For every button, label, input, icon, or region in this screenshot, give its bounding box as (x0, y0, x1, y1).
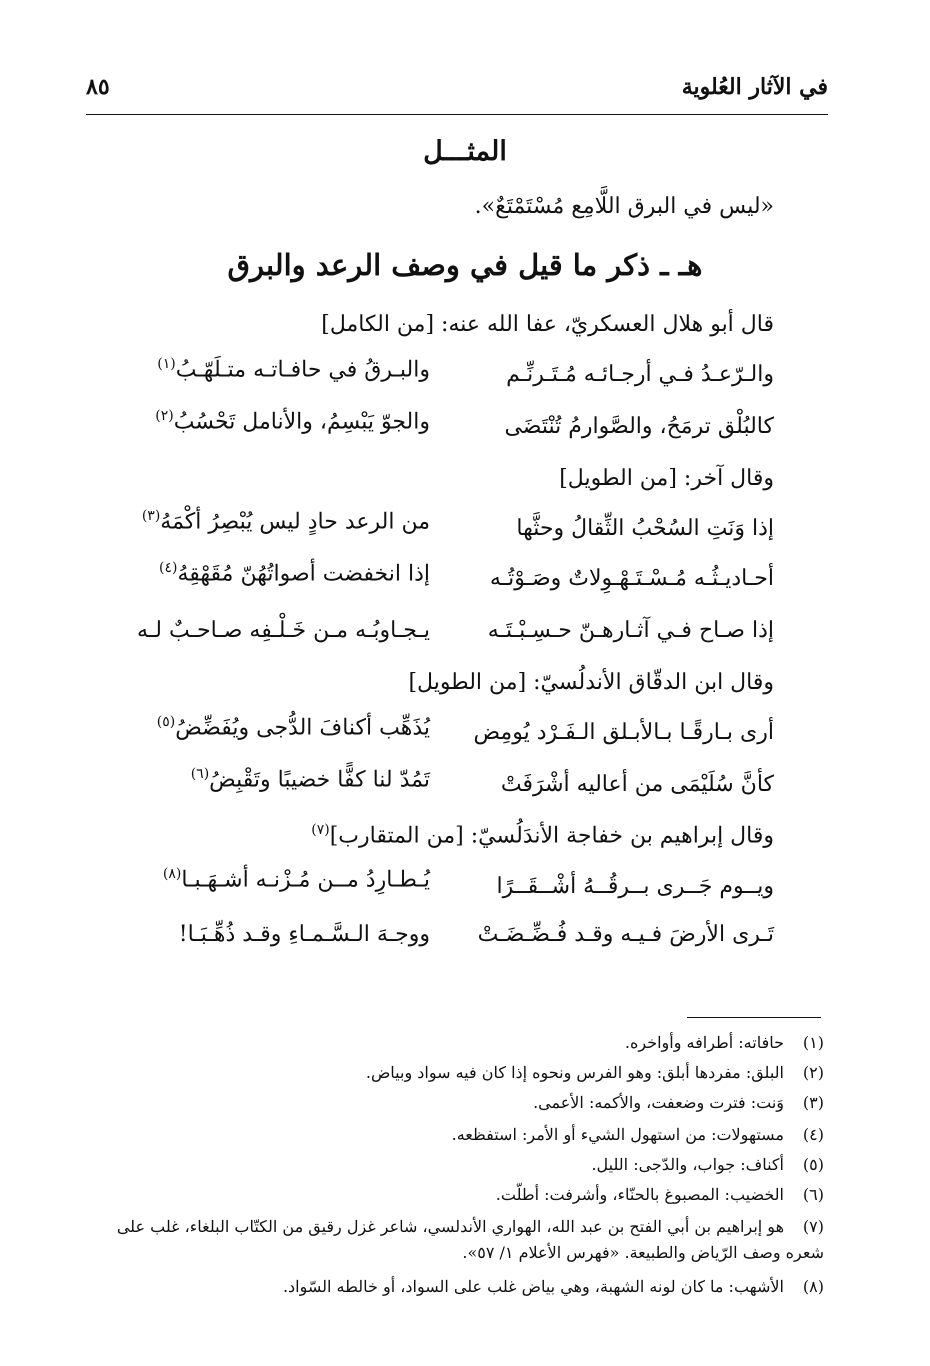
verse-text: يُذَهِّب أكنافَ الدُّجى ويُفَضِّضُ (175, 715, 430, 741)
footnote-number: (٨) (802, 1277, 824, 1296)
footnote-number: (٧) (802, 1217, 824, 1236)
footnote-text: البلق: مفردها أبلق: وهو الفرس ونحوه إذا كان فيه سواد وبياض. (365, 1063, 784, 1082)
verse-second-hemistich (157, 356, 430, 382)
verse-second-hemistich (137, 618, 430, 643)
header-rule (86, 114, 828, 115)
page-number: ٨٥ (86, 74, 110, 100)
verse-second-hemistich (163, 866, 430, 892)
footnote-number: (٤) (802, 1125, 824, 1144)
footnote-ref: (٣) (141, 508, 161, 524)
footnote-ref: (٤) (159, 560, 178, 576)
verse-text: يُـطـارِدُ مــن مُـزْنـه أشـهَـبـا (181, 867, 430, 893)
footnote-text: الأشهب: ما كان لونه الشهبة، وهي بياض غلب على السواد، أو خالطه السّواد. (282, 1277, 784, 1296)
verse-second-hemistich (157, 714, 430, 740)
verse-second-hemistich (159, 560, 430, 586)
proverb: «ليس في البرق اللَّامِع مُسْتَمْتَعٌ». (474, 194, 774, 219)
footnote-text: أكناف: جواب، والدّجى: الليل. (591, 1155, 784, 1174)
footnote-ref: (١) (157, 356, 176, 372)
verse-first-hemistich: كالبُلْق ترمَحُ، والصَّوارمُ تُنْتَضَى (504, 414, 774, 439)
verse-first-hemistich: ويــوم جَــرى بــرقُــهُ أشْــقَــرًا (496, 874, 774, 899)
footnote-number: (٢) (802, 1063, 824, 1082)
footnote-text: هو إبراهيم بن أبي الفتح بن عبد الله، الهواري الأندلسي، شاعر غزل رقيق من الكتّاب البلغاء، غلب على شعره وصف الرّياض والطبيعة. «فهرس الأعلام ١/ ٥٧». (116, 1217, 824, 1262)
verse-first-hemistich: والـرّعـدُ فـي أرجـائـه مُـتَـرنِّـم (506, 362, 774, 387)
footnote (86, 1122, 824, 1148)
footnote-separator (687, 1017, 821, 1018)
verse-second-hemistich (155, 408, 430, 434)
footnote-text: مستهولات: من استهول الشيء أو الأمر: استفظعه. (451, 1125, 784, 1144)
section-title: المثـــل (423, 136, 507, 167)
verse-intro: وقال آخر: [من الطويل] (559, 466, 774, 491)
verse-first-hemistich: إذا وَنَتِ السُحْبُ الثِّقالُ وحثَّها (516, 516, 774, 541)
verse-second-hemistich (179, 922, 430, 947)
verse-text: والبـرقُ في حافـاتـه متـلَهّـبُ (175, 357, 430, 383)
header-title: في الآثار العُلوية (681, 74, 828, 100)
verse-second-hemistich (191, 766, 430, 792)
footnote-ref: (٢) (155, 408, 174, 424)
footnote (86, 1182, 824, 1208)
verse-second-hemistich (142, 508, 430, 534)
footnote-number: (٦) (802, 1185, 824, 1204)
footnote-number: (١) (802, 1033, 824, 1052)
verse-text: والجوّ يَبْسِمُ، والأنامل تَحْسُبُ (173, 409, 430, 435)
footnote-ref: (٥) (156, 714, 176, 730)
verse-first-hemistich: كأنَّ سُلَيْمَى من أعاليه أشْرَفَتْ (500, 772, 774, 797)
footnote-number: (٥) (802, 1155, 824, 1174)
verse-first-hemistich: إذا صـاح فـي آثـارهـنّ حـسِـبْـتَـه (487, 618, 774, 643)
verse-text: يـجـاوبُـه مـن خَـلْـفِه صـاحـبٌ لـه (137, 618, 430, 643)
footnote-text: حافاته: أطرافه وأواخره. (624, 1033, 784, 1052)
footnote-text: وَنت: فترت وضعفت، والأكمه: الأعمى. (533, 1093, 784, 1112)
verse-first-hemistich: تَـرى الأرضَ فـيـه وقـد فُـضِّـضَـتْ (477, 922, 774, 947)
footnote-ref: (٨) (162, 866, 182, 882)
running-header (86, 66, 828, 112)
footnote (86, 1030, 824, 1056)
verse-first-hemistich: أرى بـارقًـا بـالأبـلق الـفَـرْد يُومِض (473, 720, 774, 745)
verse-text: تَمُدّ لنا كفًّا خضيبًا وتَقْبِضُ (209, 767, 430, 793)
verse-intro: قال أبو هلال العسكريّ، عفا الله عنه: [من الكامل] (321, 312, 774, 337)
verse-text: من الرعد حادٍ ليس يُبْصِرُ أكْمَهُ (160, 509, 430, 535)
footnote-text: الخضيب: المصبوغ بالحنّاء، وأشرفت: أطلّت. (495, 1185, 784, 1204)
subheading: هـ ـ ذكر ما قيل في وصف الرعد والبرق (227, 248, 703, 282)
intro-text: وقال إبراهيم بن خفاجة الأندَلُسيّ: [من المتقارب] (329, 823, 774, 849)
footnote (86, 1060, 824, 1086)
footnote (86, 1214, 824, 1266)
verse-text: إذا انخفضت أصواتُهُنّ مُقَهْقِهُ (177, 561, 430, 587)
verse-intro (311, 822, 774, 848)
verse-text: ووجـهَ الـسَّـمـاءِ وقـد ذُهِّـبَـا! (178, 922, 430, 947)
footnote (86, 1152, 824, 1178)
footnote (86, 1274, 824, 1300)
footnote-ref: (٧) (311, 822, 330, 838)
verse-intro: وقال ابن الدقّاق الأندلُسيّ: [من الطويل] (408, 670, 774, 695)
footnote-number: (٣) (802, 1093, 824, 1112)
footnote-ref: (٦) (190, 766, 210, 782)
verse-first-hemistich: أحـاديـثُـه مُـسْـتَـهْـوِلاتٌ وصَـوْتُـه (489, 566, 774, 591)
footnote (86, 1090, 824, 1116)
